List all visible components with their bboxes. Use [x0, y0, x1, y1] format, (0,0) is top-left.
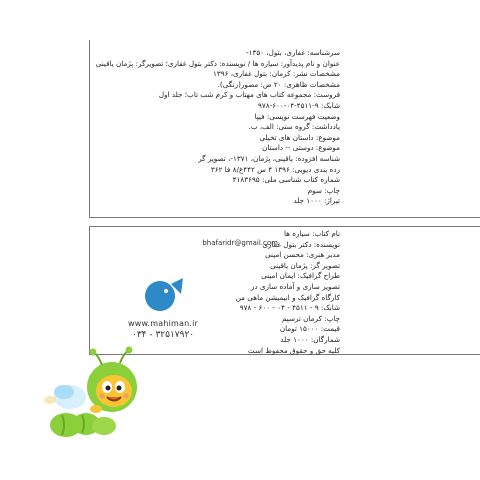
credits-line: شابک: ۹ - ۴۵۱۱ - ۰۴ - ۶۰۰ - ۹۷۸	[239, 303, 340, 313]
credits-line: کارگاه گرافیک و انیمیشن ماهی من	[235, 292, 340, 302]
catalog-line: فروست: مجموعه کتاب های مهتاب و کرم شب تاب؛ جلد اول	[158, 90, 340, 100]
catalog-line: وضعیت فهرست نویسی: فیپا	[254, 111, 340, 121]
catalog-line: سرشناسه: غفاری، بتول، ۱۳۵۰-	[246, 48, 340, 57]
credits-line: شمارگان: ۱۰۰۰ جلد	[280, 334, 340, 344]
credits-line: تصویر سازی و آماده سازی در	[250, 281, 340, 291]
publisher-website: www.mahiman.ir	[128, 319, 199, 328]
credits-line: چاپ: کرمان ترسیم	[281, 313, 340, 323]
credits-line: کلیه حق و حقوق محفوظ است	[247, 345, 340, 355]
credits-line: طراح گرافیک: ایمان امینی	[261, 271, 340, 281]
left-rule-top	[89, 40, 90, 217]
credits-line: نام کتاب: سیاره ها	[283, 229, 340, 238]
credits-line: مدیر هنری: محسن امینی	[265, 250, 340, 260]
catalog-line: مشخصات ظاهری: ۲۰ ص: مصور(رنگی).	[217, 79, 340, 89]
caterpillar-mascot-icon	[40, 345, 150, 445]
catalog-line: موضوع: دوستی -- داستان	[262, 143, 340, 153]
catalog-line: چاپ: سوم	[307, 185, 340, 195]
credits-line: قیمت: ۱۵۰۰۰ تومان	[279, 324, 340, 334]
catalog-line: مشخصات نشر: کرمان: بتول غفاری، ۱۳۹۶	[213, 69, 340, 79]
catalog-record	[95, 48, 340, 207]
author-email: bhafaridr@gmail.com	[202, 239, 278, 247]
credits-line: نویسنده: دکتر بتول غفاری	[262, 239, 340, 249]
divider-top	[89, 217, 480, 218]
catalog-line: شماره کتاب شناسی ملی: ۴۱۸۳۶۹۵	[232, 175, 340, 185]
catalog-line: شناسه افزوده: یاقینی، پژمان، ۱۳۷۱-، تصویر گر	[198, 153, 340, 163]
catalog-line: عنوان و نام پدیدآور: سیاره ها / نویسنده: دکتر بتول غفاری؛ تصویرگر: پژمان یاقینی	[95, 58, 340, 68]
divider-middle	[89, 226, 480, 227]
mahiman-logo-icon	[141, 272, 185, 316]
catalog-line: شابک: ۹-۴۵۱۱-۰۴-۶۰۰-۹۷۸	[258, 100, 340, 110]
credits-line: تصویر گر: پژمان یاقینی	[270, 260, 340, 270]
left-rule-bottom	[89, 226, 90, 354]
publisher-phone: ۰۳۴ - ۳۲۵۱۷۹۲۰	[132, 330, 195, 340]
catalog-line: تیراژ: ۱۰۰۰ جلد	[293, 196, 340, 206]
catalog-line: رده بندی دیویی: ۱۳۹۶ ۴ س ۴۴۲غ/۸ فا ۳۶۲	[210, 164, 340, 174]
catalog-line: موضوع: داستان های تخیلی	[259, 132, 340, 142]
catalog-line: یادداشت: گروه سنی: الف، ب.	[248, 122, 340, 132]
